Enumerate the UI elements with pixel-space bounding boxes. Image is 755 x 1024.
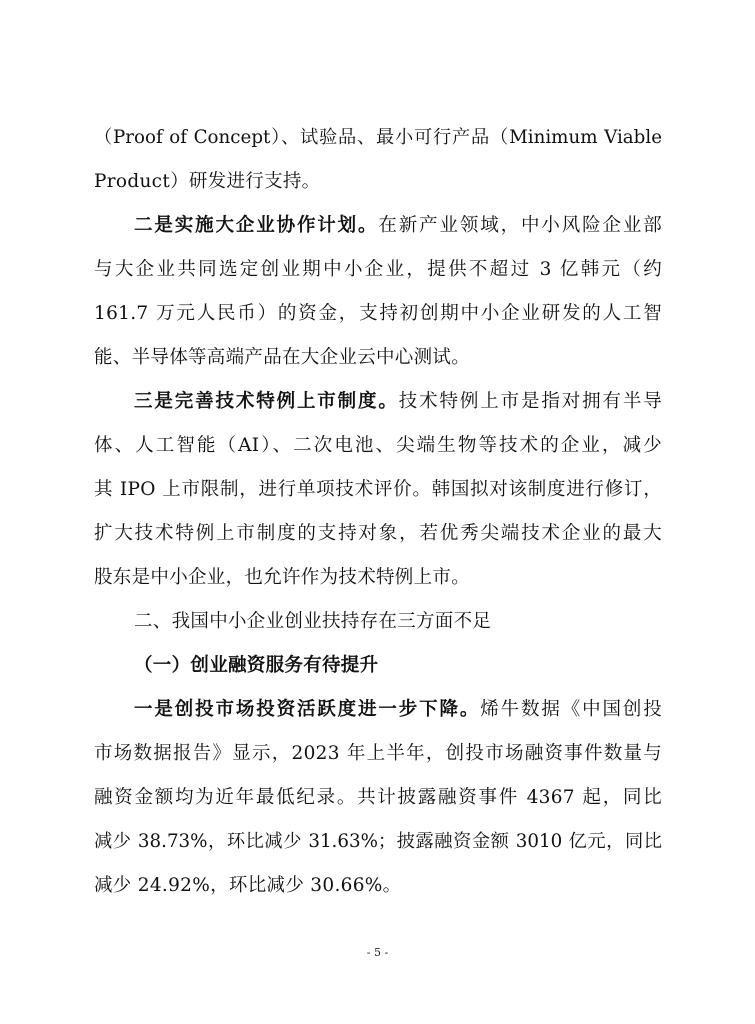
- subsection-heading-1: （一）创业融资服务有待提升: [134, 655, 379, 676]
- text-line-8: 体、人工智能（AI）、二次电池、尖端生物等技术的企业，减少: [94, 435, 662, 456]
- paragraph-3-first-line: [134, 390, 662, 414]
- page-number: - 5 -: [366, 946, 389, 959]
- text-line-4: 与大企业共同选定创业期中小企业，提供不超过 3 亿韩元（约: [94, 259, 662, 280]
- section-heading-2: 二、我国中小企业创业扶持存在三方面不足: [134, 611, 492, 632]
- text-line-18: 减少 24.92%，环比减少 30.66%。: [94, 875, 402, 896]
- paragraph-2-first-line: [134, 214, 662, 238]
- paragraph-2-text: 在新产业领域，中小风险企业部: [378, 215, 663, 236]
- text-line-10: 扩大技术特例上市制度的支持对象，若优秀尖端技术企业的最大: [94, 523, 662, 544]
- text-line-6: 能、半导体等高端产品在大企业云中心测试。: [94, 347, 471, 368]
- text-line-5: 161.7 万元人民币）的资金，支持初创期中小企业研发的人工智: [94, 303, 662, 324]
- text-line-15: 市场数据报告》显示，2023 年上半年，创投市场融资事件数量与: [94, 743, 662, 764]
- paragraph-3-lead: 三是完善技术特例上市制度。: [134, 391, 399, 412]
- text-line-9: 其 IPO 上市限制，进行单项技术评价。韩国拟对该制度进行修订，: [94, 479, 662, 500]
- paragraph-4-text: 烯牛数据《中国创投: [480, 699, 662, 720]
- text-line-17: 减少 38.73%，环比减少 31.63%；披露融资金额 3010 亿元，同比: [94, 831, 662, 852]
- text-line-11: 股东是中小企业，也允许作为技术特例上市。: [94, 567, 471, 588]
- paragraph-4-first-line: [134, 698, 662, 722]
- text-line-16: 融资金额均为近年最低纪录。共计披露融资事件 4367 起，同比: [94, 787, 662, 808]
- text-line-1: （Proof of Concept）、试验品、最小可行产品（Minimum Viable: [94, 127, 662, 148]
- text-line-2: Product）研发进行支持。: [94, 171, 321, 192]
- paragraph-4-lead: 一是创投市场投资活跃度进一步下降。: [134, 699, 481, 720]
- paragraph-3-text: 技术特例上市是指对拥有半导: [398, 391, 662, 412]
- paragraph-2-lead: 二是实施大企业协作计划。: [134, 215, 379, 236]
